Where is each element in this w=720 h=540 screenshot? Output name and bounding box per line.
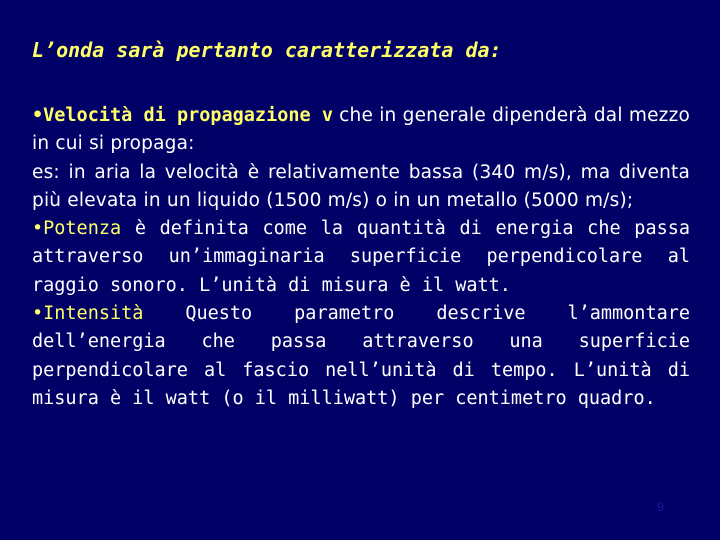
bullet-marker: • bbox=[32, 303, 44, 325]
bullet-velocita bbox=[32, 102, 690, 215]
bullet-text-velocita: che in generale dipenderà dal mezzo in cui si propaga: bbox=[32, 105, 690, 155]
page-number: 9 bbox=[656, 499, 664, 514]
velocity-symbol: v bbox=[321, 105, 333, 126]
bullet-text-potenza: è definita come la quantità di energia che passa attraverso un’immaginaria superficie perpendicolare al raggio sonoro. L’unità di misura è il watt. bbox=[32, 218, 690, 296]
bullet-label-potenza: Potenza bbox=[43, 218, 122, 240]
bullet-intensita bbox=[32, 300, 690, 413]
bullet-label-velocita: Velocità di propagazione bbox=[43, 105, 311, 126]
bullet-text-intensita: Questo parametro descrive l’ammontare dell’energia che passa attraverso una superficie perpendicolare al fascio nell’unità di tempo. L’unità di misura è il watt (o il milliwatt) per centimetro quadro. bbox=[32, 303, 690, 409]
slide-body bbox=[32, 102, 690, 413]
bullet-label-intensita: Intensità bbox=[43, 303, 144, 325]
bullet-marker: • bbox=[32, 105, 44, 126]
slide-title: L’onda sarà pertanto caratterizzata da: bbox=[32, 38, 502, 62]
bullet-example-velocita: es: in aria la velocità è relativamente bassa (340 m/s), ma diventa più elevata in un liquido (1500 m/s) o in un metallo (5000 m/s); bbox=[32, 161, 690, 211]
bullet-potenza bbox=[32, 215, 690, 300]
bullet-marker: • bbox=[32, 218, 44, 240]
